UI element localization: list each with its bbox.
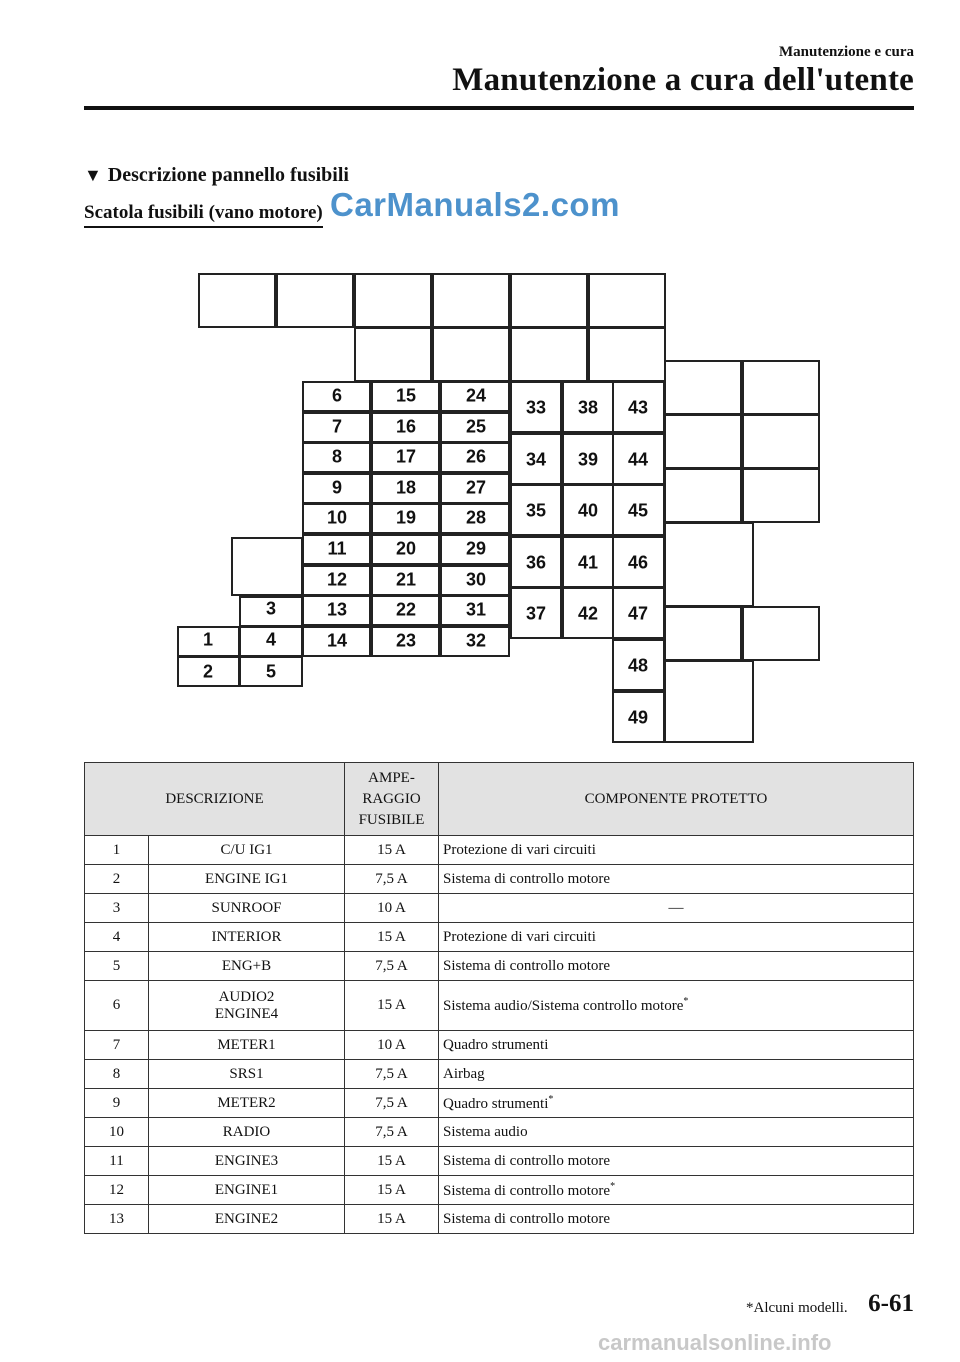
protected-component-cell xyxy=(439,952,914,981)
header-amperage-line: RAGGIO xyxy=(362,790,421,807)
fuse-amperage-cell: 7,5 A xyxy=(345,952,439,981)
fuse-description-line: AUDIO2 xyxy=(218,988,275,1005)
fuse-slot xyxy=(664,360,742,415)
fuse-description-cell xyxy=(149,1089,345,1118)
protected-component-cell xyxy=(439,894,914,923)
fuse-description-line: SRS1 xyxy=(229,1065,264,1082)
fuse-number-cell: 4 xyxy=(85,923,149,952)
fuse-number-cell: 11 xyxy=(85,1147,149,1176)
fuse-slot xyxy=(354,327,432,382)
fuse-number-label: 30 xyxy=(465,569,487,590)
fuse-number-label: 15 xyxy=(395,385,417,406)
fuse-description-cell xyxy=(149,1060,345,1089)
fuse-number-label: 10 xyxy=(326,507,348,528)
protected-component-cell xyxy=(439,1060,914,1089)
fuse-description-line: ENGINE1 xyxy=(214,1181,279,1198)
protected-component-cell xyxy=(439,1031,914,1060)
fuse-number-cell: 1 xyxy=(85,836,149,865)
fuse-amperage-cell: 7,5 A xyxy=(345,865,439,894)
page-number: 6-61 xyxy=(868,1290,914,1317)
fuse-amperage-cell: 10 A xyxy=(345,1031,439,1060)
fuse-number-label: 32 xyxy=(465,630,487,651)
fuse-slot xyxy=(588,273,666,328)
fuse-number-cell: 6 xyxy=(85,981,149,1031)
fuse-description-cell xyxy=(149,981,345,1031)
fuse-number-label: 21 xyxy=(395,569,417,590)
protected-component-text: Quadro strumenti xyxy=(443,1036,549,1053)
fuse-number-label: 14 xyxy=(326,630,348,651)
fuse-number-label: 20 xyxy=(395,538,417,559)
table-row xyxy=(85,1205,914,1234)
fuse-number-label: 27 xyxy=(465,477,487,498)
fuse-description-line: ENGINE3 xyxy=(214,1152,279,1169)
fuse-amperage-cell: 15 A xyxy=(345,1176,439,1205)
fuse-number-cell: 2 xyxy=(85,865,149,894)
protected-component-cell xyxy=(439,1147,914,1176)
fuse-number-label: 44 xyxy=(627,449,649,470)
header-amperage-line: AMPE- xyxy=(368,769,415,786)
fuse-amperage-cell: 15 A xyxy=(345,1147,439,1176)
fuse-amperage-cell: 15 A xyxy=(345,981,439,1031)
fuse-description-cell xyxy=(149,894,345,923)
fuse-description-cell xyxy=(149,923,345,952)
fuse-slot xyxy=(276,273,354,328)
fuse-description-line: RADIO xyxy=(222,1123,271,1140)
fuse-description-cell xyxy=(149,1118,345,1147)
fuse-number-label: 2 xyxy=(202,661,214,682)
protected-component-cell xyxy=(439,1118,914,1147)
fuse-number-label: 5 xyxy=(265,661,277,682)
header-description: DESCRIZIONE xyxy=(85,763,345,836)
fuse-slot xyxy=(432,327,510,382)
fuse-description-cell xyxy=(149,1205,345,1234)
protected-component-cell xyxy=(439,1205,914,1234)
header-rule xyxy=(84,106,914,110)
fuse-number-label: 41 xyxy=(577,552,599,573)
fuse-number-label: 8 xyxy=(331,446,343,467)
fuse-number-label: 26 xyxy=(465,446,487,467)
footnote-asterisk: * xyxy=(548,1093,554,1105)
fuse-amperage-cell: 10 A xyxy=(345,894,439,923)
table-row xyxy=(85,1060,914,1089)
fuse-number-cell: 8 xyxy=(85,1060,149,1089)
protected-component-text: Protezione di vari circuiti xyxy=(443,841,596,858)
fuse-number-label: 28 xyxy=(465,507,487,528)
section-title xyxy=(84,164,349,187)
protected-component-text: Quadro strumenti xyxy=(443,1095,549,1112)
fuse-description-line: INTERIOR xyxy=(211,928,282,945)
fuse-number-label: 34 xyxy=(525,449,547,470)
fuse-number-label: 39 xyxy=(577,449,599,470)
fuse-description-line: ENGINE4 xyxy=(214,1005,279,1022)
table-row xyxy=(85,865,914,894)
protected-component-text: Protezione di vari circuiti xyxy=(443,928,596,945)
protected-component-text: Sistema audio/Sistema controllo motore xyxy=(443,998,684,1014)
fuse-number-label: 46 xyxy=(627,552,649,573)
fuse-number-cell: 13 xyxy=(85,1205,149,1234)
footnote-asterisk: * xyxy=(683,996,689,1007)
fuse-slot xyxy=(664,468,742,523)
protected-component-cell xyxy=(439,865,914,894)
table-row xyxy=(85,981,914,1031)
fuse-number-label: 9 xyxy=(331,477,343,498)
fuse-table-header xyxy=(85,763,914,836)
fuse-slot xyxy=(742,414,820,469)
fuse-slot xyxy=(231,537,303,596)
fuse-amperage-cell: 15 A xyxy=(345,836,439,865)
table-row xyxy=(85,1176,914,1205)
fuse-description-cell xyxy=(149,865,345,894)
table-row xyxy=(85,1031,914,1060)
fuse-number-cell: 9 xyxy=(85,1089,149,1118)
triangle-marker-icon: ▼ xyxy=(84,165,102,185)
fuse-amperage-cell: 7,5 A xyxy=(345,1060,439,1089)
fuse-number-label: 18 xyxy=(395,477,417,498)
fuse-description-line: ENGINE IG1 xyxy=(205,870,288,887)
fuse-number-label: 19 xyxy=(395,507,417,528)
footnote: *Alcuni modelli. xyxy=(746,1300,848,1316)
fuse-description-line: METER1 xyxy=(217,1036,276,1053)
watermark-logo: CarManuals2.com xyxy=(330,186,620,223)
protected-component-text: Sistema di controllo motore xyxy=(443,957,611,974)
protected-component-cell xyxy=(439,923,914,952)
fuse-slot xyxy=(510,327,588,382)
fuse-description-cell xyxy=(149,836,345,865)
fuse-amperage-cell: 15 A xyxy=(345,1205,439,1234)
protected-component-text: — xyxy=(668,899,684,916)
protected-component-text: Sistema audio xyxy=(443,1123,528,1140)
fuse-description-line: C/U IG1 xyxy=(220,841,273,858)
fuse-number-label: 49 xyxy=(627,707,649,728)
header-amperage xyxy=(345,763,439,836)
fuse-number-label: 37 xyxy=(525,603,547,624)
fuse-description-line: ENGINE2 xyxy=(214,1210,279,1227)
fuse-number-label: 42 xyxy=(577,603,599,624)
fuse-slot xyxy=(510,273,588,328)
fuse-number-label: 24 xyxy=(465,385,487,406)
table-row xyxy=(85,1147,914,1176)
fuse-description-cell xyxy=(149,1176,345,1205)
fuse-slot xyxy=(664,606,742,661)
subsection-title: Scatola fusibili (vano motore) xyxy=(84,202,323,228)
fuse-number-cell: 5 xyxy=(85,952,149,981)
chapter-title: Manutenzione e cura xyxy=(779,44,914,60)
table-row xyxy=(85,1089,914,1118)
table-row xyxy=(85,894,914,923)
protected-component-cell xyxy=(439,1089,914,1118)
fuse-amperage-cell: 7,5 A xyxy=(345,1118,439,1147)
table-row xyxy=(85,923,914,952)
fuse-amperage-cell: 7,5 A xyxy=(345,1089,439,1118)
fuse-number-label: 11 xyxy=(327,538,347,559)
fuse-number-label: 1 xyxy=(202,629,214,650)
fuse-number-label: 3 xyxy=(265,598,277,619)
fuse-number-label: 23 xyxy=(395,630,417,651)
fuse-description-line: METER2 xyxy=(217,1094,276,1111)
fuse-slot xyxy=(354,273,432,328)
fuse-number-cell: 7 xyxy=(85,1031,149,1060)
protected-component-cell xyxy=(439,1176,914,1205)
fuse-description-cell xyxy=(149,1147,345,1176)
fuse-number-label: 12 xyxy=(326,569,348,590)
protected-component-text: Sistema di controllo motore xyxy=(443,1152,611,1169)
fuse-slot xyxy=(664,660,754,743)
fuse-number-label: 38 xyxy=(577,397,599,418)
section-title-text: Descrizione pannello fusibili xyxy=(107,164,349,186)
table-row xyxy=(85,836,914,865)
site-watermark: carmanualsonline.info xyxy=(598,1330,832,1355)
fuse-number-label: 45 xyxy=(627,500,649,521)
fuse-slot xyxy=(432,273,510,328)
fuse-slot xyxy=(588,327,666,382)
fuse-number-label: 16 xyxy=(395,416,417,437)
fuse-slot xyxy=(742,606,820,661)
fuse-number-label: 22 xyxy=(395,599,417,620)
fuse-number-cell: 3 xyxy=(85,894,149,923)
fuse-number-label: 33 xyxy=(525,397,547,418)
header-amperage-line: FUSIBILE xyxy=(358,811,425,828)
protected-component-text: Sistema di controllo motore xyxy=(443,1210,611,1227)
fuse-number-label: 25 xyxy=(465,416,487,437)
fuse-number-cell: 12 xyxy=(85,1176,149,1205)
fuse-number-label: 17 xyxy=(395,446,417,467)
fuse-slot xyxy=(664,522,754,607)
fuse-number-label: 31 xyxy=(465,599,487,620)
fuse-slot xyxy=(742,360,820,415)
fuse-slot xyxy=(198,273,276,328)
fuse-description-line: SUNROOF xyxy=(211,899,282,916)
fuse-description-cell xyxy=(149,952,345,981)
footnote-asterisk: * xyxy=(610,1180,616,1192)
fuse-number-label: 47 xyxy=(627,603,649,624)
protected-component-text: Airbag xyxy=(443,1065,485,1082)
fuse-number-label: 35 xyxy=(525,500,547,521)
fuse-description-line: ENG+B xyxy=(221,957,272,974)
fuse-description-cell xyxy=(149,1031,345,1060)
fuse-number-label: 36 xyxy=(525,552,547,573)
protected-component-cell xyxy=(439,836,914,865)
table-row xyxy=(85,952,914,981)
fuse-number-label: 48 xyxy=(627,655,649,676)
fuse-number-label: 29 xyxy=(465,538,487,559)
fuse-number-label: 43 xyxy=(627,397,649,418)
table-row xyxy=(85,1118,914,1147)
fuse-number-label: 4 xyxy=(265,629,277,650)
fuse-number-label: 6 xyxy=(331,385,343,406)
fuse-slot xyxy=(664,414,742,469)
protected-component-cell xyxy=(439,981,914,1031)
protected-component-text: Sistema di controllo motore xyxy=(443,870,611,887)
fuse-amperage-cell: 15 A xyxy=(345,923,439,952)
fuse-number-label: 40 xyxy=(577,500,599,521)
protected-component-text: Sistema di controllo motore xyxy=(443,1182,611,1199)
fuse-number-label: 13 xyxy=(326,599,348,620)
fuse-number-label: 7 xyxy=(331,416,343,437)
fuse-slot xyxy=(742,468,820,523)
page-title: Manutenzione a cura dell'utente xyxy=(452,62,914,98)
fuse-number-cell: 10 xyxy=(85,1118,149,1147)
header-component: COMPONENTE PROTETTO xyxy=(439,763,914,836)
fuse-table xyxy=(84,762,914,1234)
